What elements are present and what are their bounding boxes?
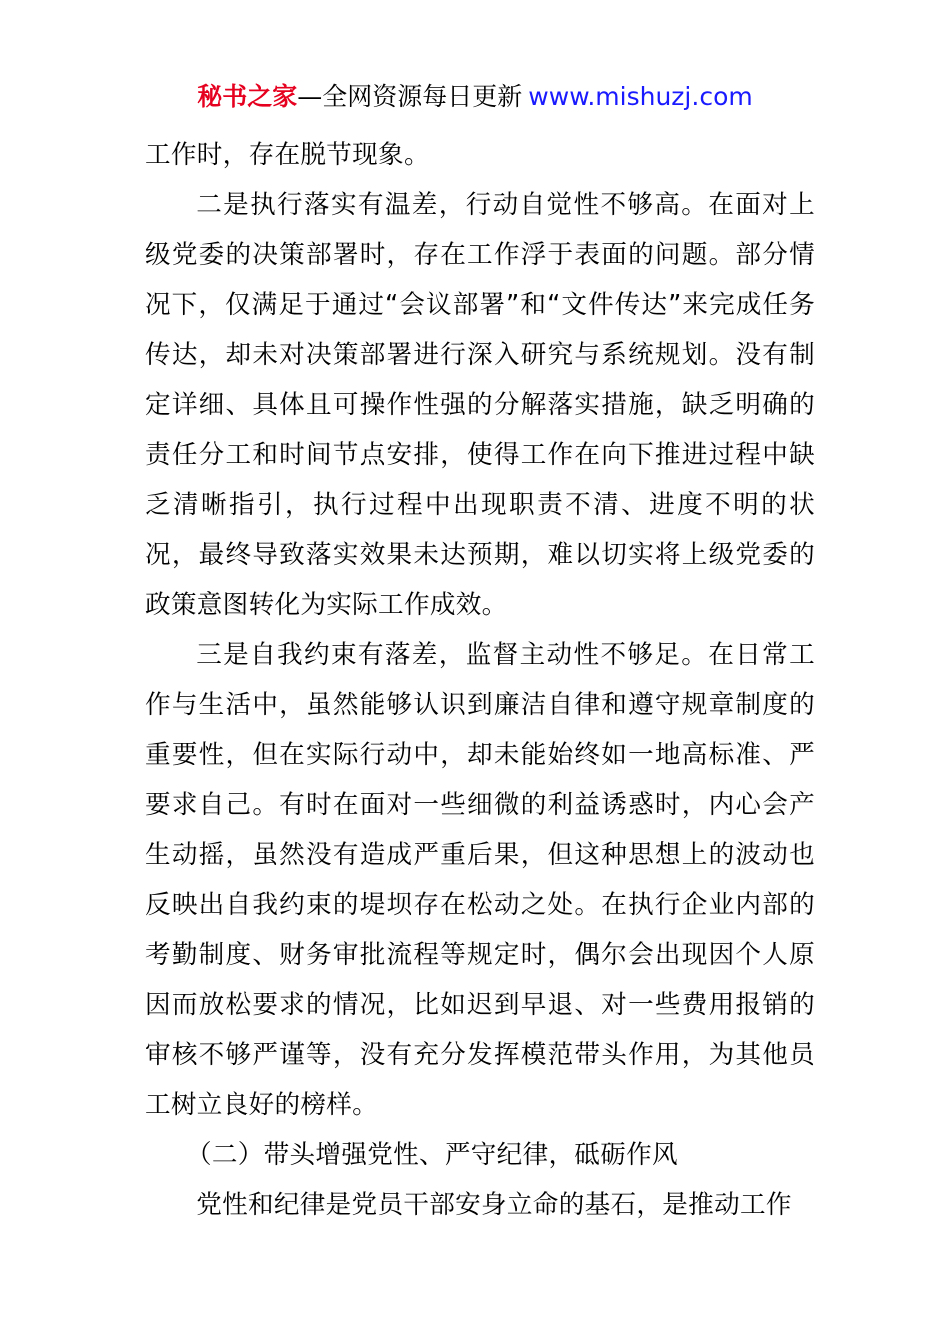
paragraph-point-two: 二是执行落实有温差，行动自觉性不够高。在面对上级党委的决策部署时，存在工作浮于表面的问题。部分情况下，仅满足于通过“会议部署”和“文件传达”来完成任务传达，却未对决策部署进行深入研究与系统规划。没有制定详细、具体且可操作性强的分解落实措施，缺乏明确的责任分工和时间节点安排，使得工作在向下推进过程中缺乏清晰指引，执行过程中出现职责不清、进度不明的状况，最终导致落实效果未达预期，难以切实将上级党委的政策意图转化为实际工作成效。 [145, 190, 815, 620]
site-header [0, 80, 950, 114]
paragraph-section-intro: 党性和纪律是党员干部安身立命的基石，是推动工作 [196, 1190, 792, 1220]
paragraph-continuation: 工作时，存在脱节现象。 [145, 140, 430, 170]
site-brand: 秘书之家 [197, 82, 298, 111]
section-heading: （二）带头增强党性、严守纪律，砥砺作风 [185, 1140, 678, 1170]
paragraph-point-three: 三是自我约束有落差，监督主动性不够足。在日常工作与生活中，虽然能够认识到廉洁自律和遵守规章制度的重要性，但在实际行动中，却未能始终如一地高标准、严要求自己。有时在面对一些细微的利益诱惑时，内心会产生动摇，虽然没有造成严重后果，但这种思想上的波动也反映出自我约束的堤坝存在松动之处。在执行企业内部的考勤制度、财务审批流程等规定时，偶尔会出现因个人原因而放松要求的情况，比如迟到早退、对一些费用报销的审核不够严谨等，没有充分发挥模范带头作用，为其他员工树立良好的榜样。 [145, 640, 815, 1120]
site-url-link[interactable]: www.mishuzj.com [528, 82, 753, 111]
document-body [145, 130, 815, 1230]
site-tagline: —全网资源每日更新 [297, 82, 523, 111]
